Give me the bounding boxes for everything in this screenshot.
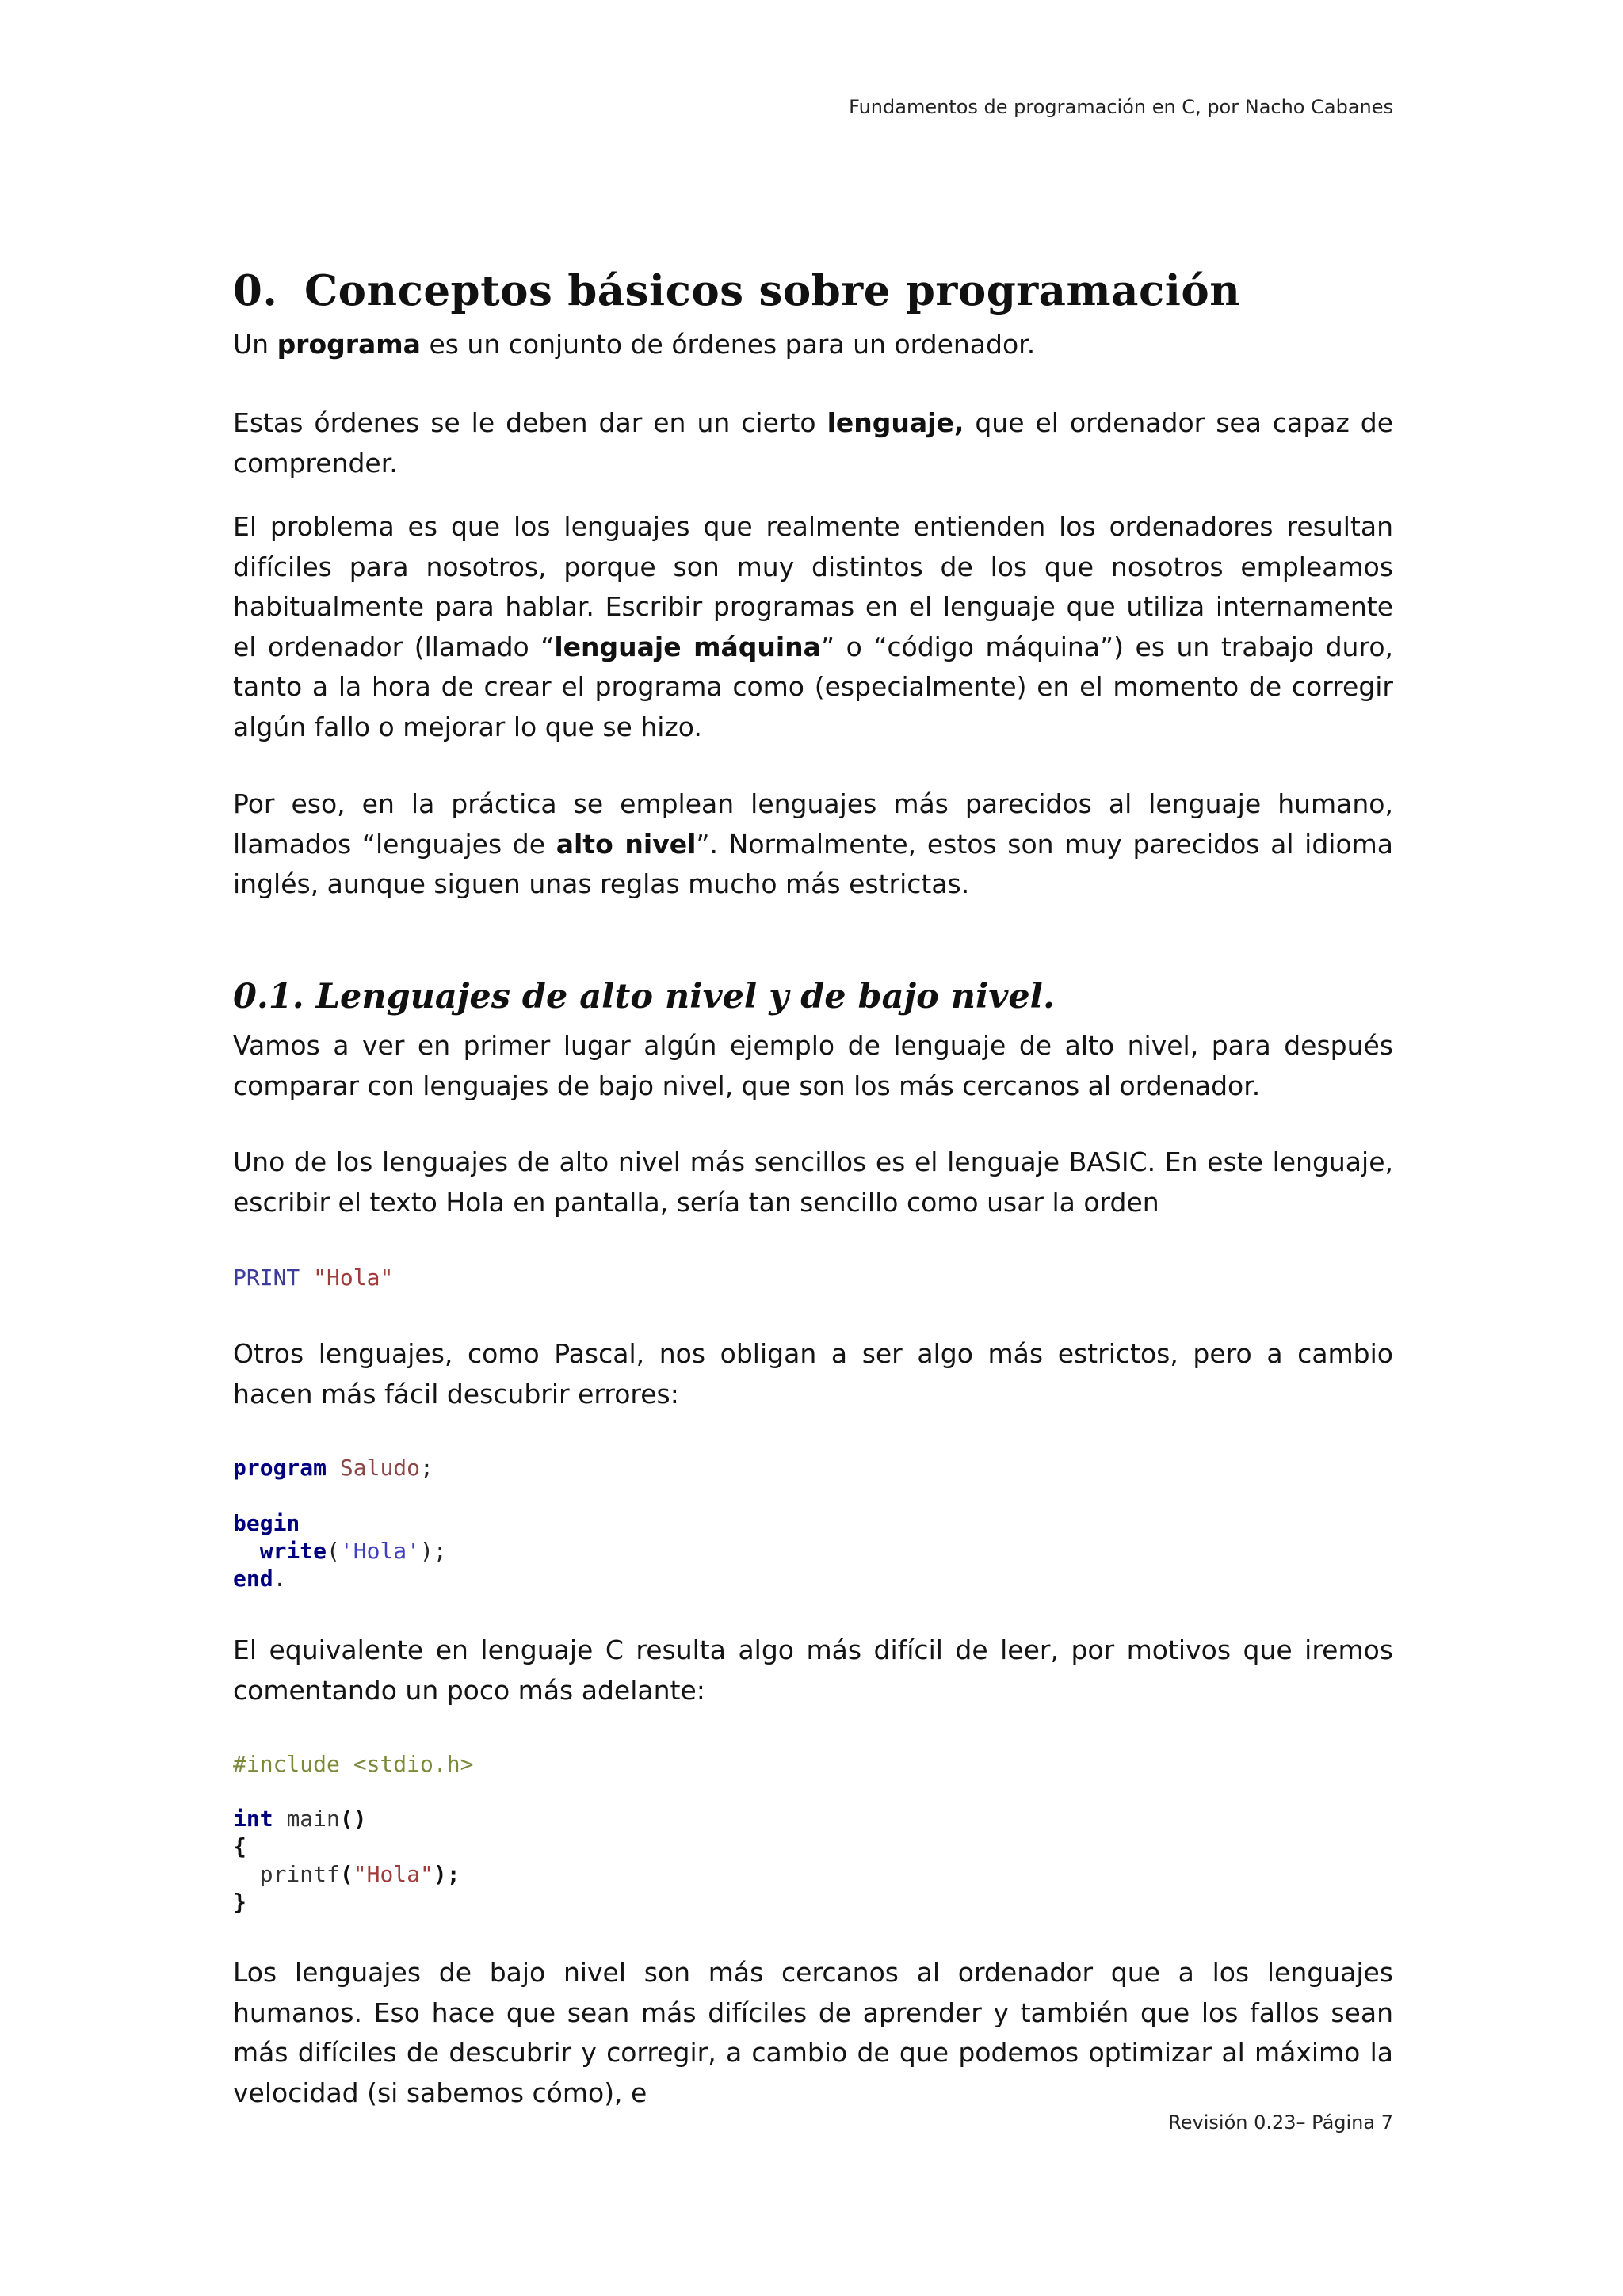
section-heading: 0.1. Lenguajes de alto nivel y de bajo nivel.	[233, 977, 1055, 1016]
code-punctuation: );	[420, 1538, 447, 1564]
code-punctuation: );	[433, 1861, 460, 1887]
p1-bold-term: programa	[277, 329, 421, 360]
paragraph-3	[233, 507, 1393, 747]
p2-bold-term: lenguaje,	[827, 407, 964, 438]
paragraph-9: Los lenguajes de bajo nivel son más cercanos al ordenador que a los lenguajes humanos. Eso hace que sean más difíciles de aprender y también que los fallos sean más difíciles de descubrir y corregir, a cambio de que podemos optimizar al máximo la velocidad (si sabemos cómo), e	[233, 1957, 1393, 2108]
paragraph-7: Otros lenguajes, como Pascal, nos obligan a ser algo más estrictos, pero a cambio hacen más fácil descubrir errores:	[233, 1338, 1393, 1409]
c-code-printf	[233, 1860, 460, 1888]
code-punctuation: {	[233, 1833, 246, 1859]
paragraph-1	[233, 325, 1393, 365]
paragraph-8: El equivalente en lenguaje C resulta algo más difícil de leer, por motivos que iremos comentando un poco más adelante:	[233, 1634, 1393, 1706]
code-preprocessor: #include <stdio.h>	[233, 1751, 474, 1777]
chapter-heading	[233, 266, 1240, 315]
code-string: "Hola"	[313, 1264, 394, 1291]
code-punctuation: }	[233, 1889, 246, 1915]
p2-text-c: que el ordenador sea capaz de comprender.	[233, 407, 1393, 479]
running-header: Fundamentos de programación en C, por Nacho Cabanes	[849, 96, 1393, 118]
p3-text-a: El problema es que los lenguajes que realmente entienden los ordenadores resultan difíciles para nosotros, porque son muy distintos de los que nosotros empleamos habitualmente para hablar. Escribir programas en el lenguaje que utiliza internamente el ordenador (llamado “	[233, 511, 1393, 662]
code-punctuation: .	[273, 1566, 287, 1592]
chapter-title: Conceptos básicos sobre programación	[304, 266, 1241, 315]
code-identifier: printf	[259, 1861, 340, 1887]
pascal-code-begin	[233, 1509, 300, 1537]
page-footer: Revisión 0.23– Página 7	[1168, 2111, 1393, 2134]
paragraph-2	[233, 403, 1393, 483]
code-punctuation: ;	[420, 1455, 433, 1481]
c-code-main	[233, 1805, 367, 1833]
code-keyword: PRINT	[233, 1264, 300, 1291]
code-punctuation: ()	[339, 1806, 367, 1832]
code-keyword: begin	[233, 1510, 300, 1536]
p4-text-a: Por eso, en la práctica se emplean lenguajes más parecidos al lenguaje humano, llamados “lenguajes de	[233, 788, 1393, 860]
code-string: "Hola"	[353, 1861, 433, 1887]
code-identifier: Saludo	[339, 1455, 421, 1481]
paragraph-5: Vamos a ver en primer lugar algún ejemplo de lenguaje de alto nivel, para después comparar con lenguajes de bajo nivel, que son los más cercanos al ordenador.	[233, 1030, 1393, 1101]
c-code-rbrace	[233, 1888, 246, 1916]
code-keyword: program	[233, 1455, 327, 1481]
pascal-code-block	[233, 1454, 433, 1482]
paragraph-6: Uno de los lenguajes de alto nivel más sencillos es el lenguaje BASIC. En este lenguaje, escribir el texto Hola en pantalla, sería tan sencillo como usar la orden	[233, 1146, 1393, 1218]
basic-code-block	[233, 1264, 393, 1291]
p3-text-c: ” o “código máquina”) es un trabajo duro, tanto a la hora de crear el programa como (especialmente) en el momento de corregir algún fallo o mejorar lo que se hizo.	[233, 631, 1393, 742]
paragraph-4	[233, 784, 1393, 905]
code-identifier: main	[286, 1806, 340, 1832]
code-keyword: end	[233, 1566, 273, 1592]
p1-text-c: es un conjunto de órdenes para un ordenador.	[420, 329, 1036, 360]
code-punctuation: (	[327, 1538, 340, 1564]
p4-bold-term: alto nivel	[556, 828, 697, 860]
p1-text-a: Un	[233, 329, 277, 360]
code-keyword: int	[233, 1806, 273, 1832]
code-keyword: write	[259, 1538, 327, 1564]
c-code-include	[233, 1750, 473, 1778]
c-code-lbrace	[233, 1833, 246, 1860]
p3-bold-term: lenguaje máquina	[554, 631, 821, 662]
p2-text-a: Estas órdenes se le deben dar en un cierto	[233, 407, 827, 438]
chapter-number: 0.	[233, 266, 278, 315]
pascal-code-end	[233, 1565, 286, 1592]
code-string: 'Hola'	[339, 1538, 421, 1564]
pascal-code-write	[233, 1537, 447, 1565]
code-punctuation: (	[339, 1861, 353, 1887]
p4-text-c: ”. Normalmente, estos son muy parecidos al idioma inglés, aunque siguen unas reglas mucho más estrictas.	[233, 828, 1393, 899]
